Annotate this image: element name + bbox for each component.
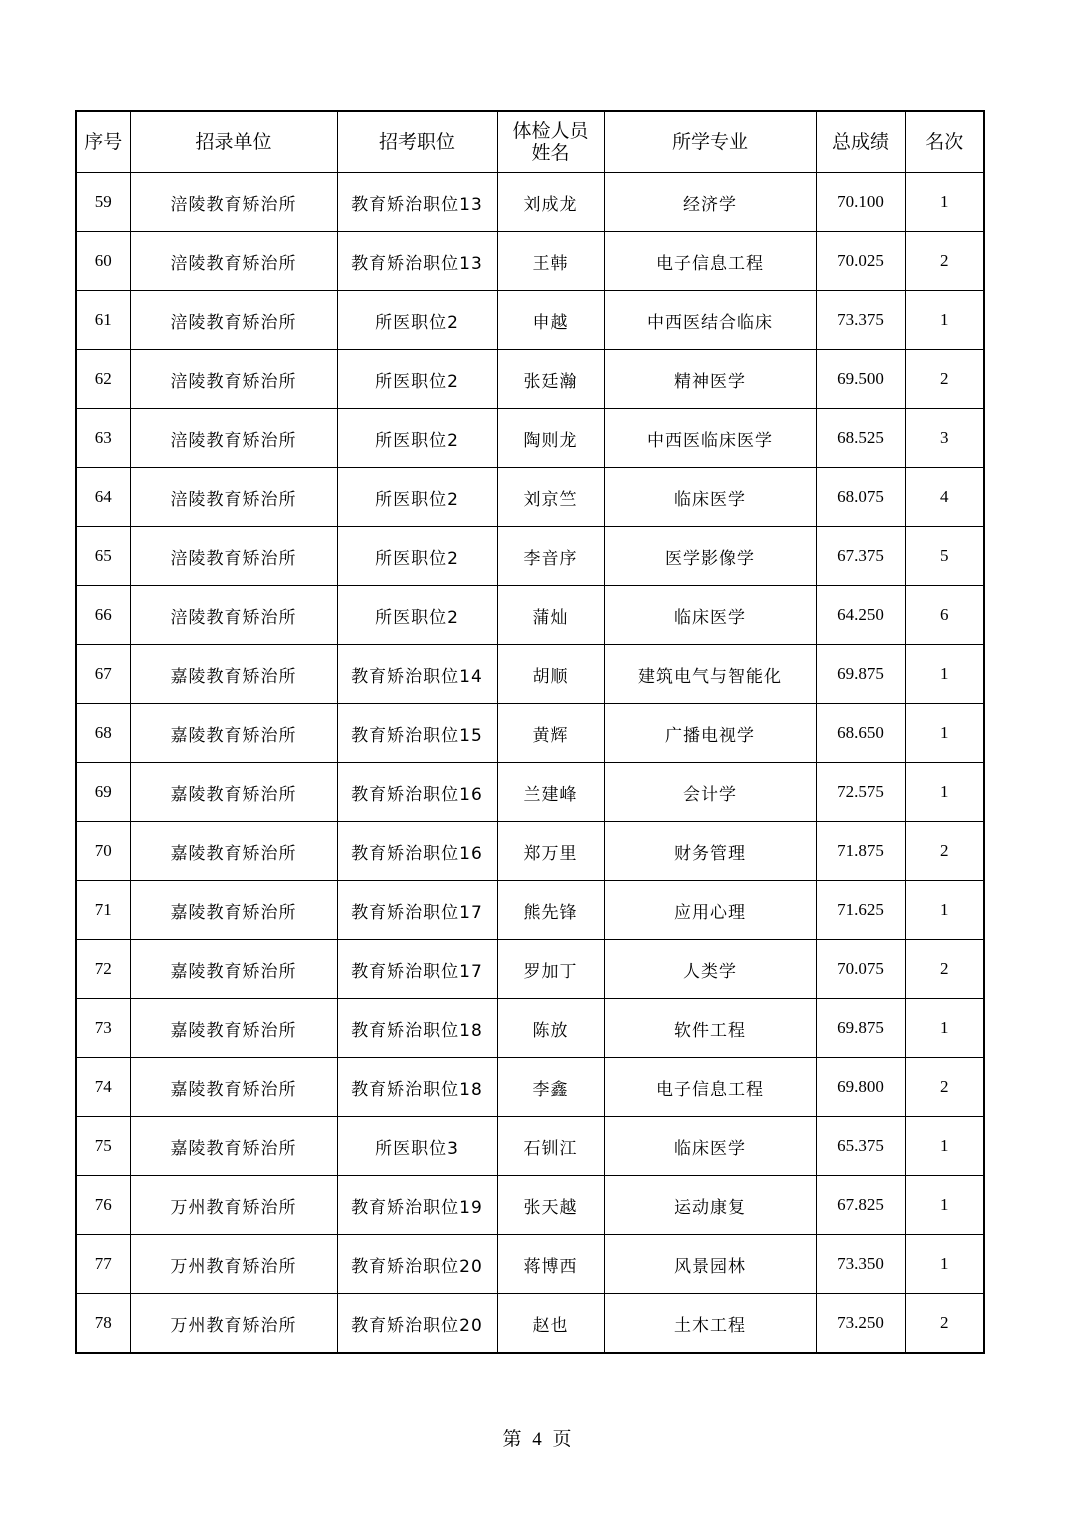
cell-unit: 嘉陵教育矫治所 xyxy=(130,704,337,763)
cell-name: 兰建峰 xyxy=(497,763,604,822)
cell-unit: 嘉陵教育矫治所 xyxy=(130,940,337,999)
cell-score: 73.375 xyxy=(816,291,905,350)
cell-major: 电子信息工程 xyxy=(604,1058,816,1117)
cell-seq: 61 xyxy=(76,291,130,350)
cell-rank: 1 xyxy=(905,645,984,704)
cell-major: 临床医学 xyxy=(604,468,816,527)
cell-seq: 70 xyxy=(76,822,130,881)
cell-unit: 万州教育矫治所 xyxy=(130,1294,337,1354)
page-number: 第 4 页 xyxy=(502,1429,572,1450)
cell-seq: 64 xyxy=(76,468,130,527)
header-name: 体检人员姓名 xyxy=(497,111,604,173)
cell-score: 71.625 xyxy=(816,881,905,940)
cell-position: 教育矫治职位20 xyxy=(337,1235,497,1294)
table-row xyxy=(76,527,984,586)
cell-major: 会计学 xyxy=(604,763,816,822)
cell-rank: 1 xyxy=(905,291,984,350)
cell-seq: 72 xyxy=(76,940,130,999)
cell-rank: 1 xyxy=(905,1176,984,1235)
cell-major: 运动康复 xyxy=(604,1176,816,1235)
cell-position: 教育矫治职位19 xyxy=(337,1176,497,1235)
table-row xyxy=(76,645,984,704)
cell-major: 临床医学 xyxy=(604,586,816,645)
cell-score: 69.875 xyxy=(816,645,905,704)
table-row xyxy=(76,350,984,409)
cell-name: 黄辉 xyxy=(497,704,604,763)
cell-score: 64.250 xyxy=(816,586,905,645)
cell-name: 李鑫 xyxy=(497,1058,604,1117)
table-row xyxy=(76,704,984,763)
table-row xyxy=(76,291,984,350)
cell-unit: 涪陵教育矫治所 xyxy=(130,232,337,291)
table-row xyxy=(76,1235,984,1294)
cell-rank: 2 xyxy=(905,232,984,291)
cell-rank: 2 xyxy=(905,1058,984,1117)
cell-major: 风景园林 xyxy=(604,1235,816,1294)
cell-unit: 涪陵教育矫治所 xyxy=(130,468,337,527)
cell-unit: 嘉陵教育矫治所 xyxy=(130,645,337,704)
cell-unit: 万州教育矫治所 xyxy=(130,1235,337,1294)
cell-rank: 1 xyxy=(905,1235,984,1294)
cell-score: 70.075 xyxy=(816,940,905,999)
table-header-row xyxy=(76,111,984,173)
cell-rank: 5 xyxy=(905,527,984,586)
cell-score: 69.875 xyxy=(816,999,905,1058)
cell-score: 68.650 xyxy=(816,704,905,763)
cell-rank: 1 xyxy=(905,1117,984,1176)
cell-seq: 60 xyxy=(76,232,130,291)
table-row xyxy=(76,999,984,1058)
cell-position: 所医职位2 xyxy=(337,291,497,350)
header-score: 总成绩 xyxy=(816,111,905,173)
cell-position: 教育矫治职位17 xyxy=(337,881,497,940)
cell-major: 人类学 xyxy=(604,940,816,999)
cell-position: 教育矫治职位13 xyxy=(337,173,497,232)
cell-score: 69.800 xyxy=(816,1058,905,1117)
cell-position: 所医职位3 xyxy=(337,1117,497,1176)
cell-unit: 嘉陵教育矫治所 xyxy=(130,881,337,940)
cell-seq: 78 xyxy=(76,1294,130,1354)
cell-position: 所医职位2 xyxy=(337,586,497,645)
cell-rank: 6 xyxy=(905,586,984,645)
cell-position: 教育矫治职位18 xyxy=(337,999,497,1058)
cell-score: 73.350 xyxy=(816,1235,905,1294)
cell-major: 电子信息工程 xyxy=(604,232,816,291)
cell-major: 经济学 xyxy=(604,173,816,232)
cell-rank: 4 xyxy=(905,468,984,527)
table-row xyxy=(76,409,984,468)
table-row xyxy=(76,586,984,645)
cell-unit: 嘉陵教育矫治所 xyxy=(130,822,337,881)
header-position: 招考职位 xyxy=(337,111,497,173)
cell-rank: 3 xyxy=(905,409,984,468)
cell-score: 68.075 xyxy=(816,468,905,527)
cell-seq: 75 xyxy=(76,1117,130,1176)
cell-score: 72.575 xyxy=(816,763,905,822)
cell-name: 李音序 xyxy=(497,527,604,586)
cell-seq: 71 xyxy=(76,881,130,940)
cell-unit: 涪陵教育矫治所 xyxy=(130,291,337,350)
cell-position: 教育矫治职位18 xyxy=(337,1058,497,1117)
cell-major: 应用心理 xyxy=(604,881,816,940)
header-seq: 序号 xyxy=(76,111,130,173)
cell-major: 中西医临床医学 xyxy=(604,409,816,468)
table-row xyxy=(76,173,984,232)
cell-name: 张天越 xyxy=(497,1176,604,1235)
table-row xyxy=(76,822,984,881)
header-major: 所学专业 xyxy=(604,111,816,173)
cell-score: 73.250 xyxy=(816,1294,905,1354)
cell-name: 熊先锋 xyxy=(497,881,604,940)
cell-unit: 涪陵教育矫治所 xyxy=(130,350,337,409)
cell-seq: 66 xyxy=(76,586,130,645)
cell-score: 71.875 xyxy=(816,822,905,881)
table-row xyxy=(76,232,984,291)
cell-position: 教育矫治职位14 xyxy=(337,645,497,704)
cell-rank: 2 xyxy=(905,822,984,881)
cell-unit: 万州教育矫治所 xyxy=(130,1176,337,1235)
cell-rank: 1 xyxy=(905,704,984,763)
cell-score: 69.500 xyxy=(816,350,905,409)
cell-position: 所医职位2 xyxy=(337,527,497,586)
cell-name: 王韩 xyxy=(497,232,604,291)
cell-position: 教育矫治职位20 xyxy=(337,1294,497,1354)
cell-seq: 77 xyxy=(76,1235,130,1294)
cell-score: 68.525 xyxy=(816,409,905,468)
cell-unit: 涪陵教育矫治所 xyxy=(130,586,337,645)
table-row xyxy=(76,1176,984,1235)
table-body xyxy=(76,173,984,1354)
cell-name: 郑万里 xyxy=(497,822,604,881)
cell-rank: 1 xyxy=(905,881,984,940)
cell-score: 70.025 xyxy=(816,232,905,291)
cell-seq: 59 xyxy=(76,173,130,232)
cell-unit: 涪陵教育矫治所 xyxy=(130,527,337,586)
table-row xyxy=(76,468,984,527)
cell-unit: 嘉陵教育矫治所 xyxy=(130,1058,337,1117)
cell-name: 蒲灿 xyxy=(497,586,604,645)
header-rank: 名次 xyxy=(905,111,984,173)
cell-name: 罗加丁 xyxy=(497,940,604,999)
cell-seq: 65 xyxy=(76,527,130,586)
cell-name: 刘京竺 xyxy=(497,468,604,527)
cell-unit: 嘉陵教育矫治所 xyxy=(130,999,337,1058)
cell-rank: 2 xyxy=(905,940,984,999)
cell-seq: 62 xyxy=(76,350,130,409)
cell-major: 中西医结合临床 xyxy=(604,291,816,350)
cell-rank: 1 xyxy=(905,999,984,1058)
cell-rank: 1 xyxy=(905,173,984,232)
cell-rank: 2 xyxy=(905,350,984,409)
cell-name: 申越 xyxy=(497,291,604,350)
cell-seq: 73 xyxy=(76,999,130,1058)
cell-major: 软件工程 xyxy=(604,999,816,1058)
cell-position: 教育矫治职位13 xyxy=(337,232,497,291)
table-row xyxy=(76,1294,984,1354)
cell-name: 刘成龙 xyxy=(497,173,604,232)
cell-position: 所医职位2 xyxy=(337,409,497,468)
table-row xyxy=(76,763,984,822)
table-row xyxy=(76,1117,984,1176)
cell-major: 广播电视学 xyxy=(604,704,816,763)
cell-name: 张廷瀚 xyxy=(497,350,604,409)
cell-name: 蒋博西 xyxy=(497,1235,604,1294)
table-row xyxy=(76,881,984,940)
cell-seq: 69 xyxy=(76,763,130,822)
cell-name: 石钏江 xyxy=(497,1117,604,1176)
cell-seq: 63 xyxy=(76,409,130,468)
cell-seq: 74 xyxy=(76,1058,130,1117)
table-row xyxy=(76,940,984,999)
cell-name: 赵也 xyxy=(497,1294,604,1354)
cell-position: 所医职位2 xyxy=(337,468,497,527)
cell-major: 精神医学 xyxy=(604,350,816,409)
cell-rank: 2 xyxy=(905,1294,984,1354)
candidate-table xyxy=(75,110,985,1354)
cell-position: 教育矫治职位17 xyxy=(337,940,497,999)
cell-score: 67.825 xyxy=(816,1176,905,1235)
cell-seq: 68 xyxy=(76,704,130,763)
cell-score: 67.375 xyxy=(816,527,905,586)
cell-major: 土木工程 xyxy=(604,1294,816,1354)
cell-major: 临床医学 xyxy=(604,1117,816,1176)
cell-unit: 涪陵教育矫治所 xyxy=(130,409,337,468)
header-unit: 招录单位 xyxy=(130,111,337,173)
cell-seq: 67 xyxy=(76,645,130,704)
cell-seq: 76 xyxy=(76,1176,130,1235)
cell-position: 所医职位2 xyxy=(337,350,497,409)
cell-unit: 嘉陵教育矫治所 xyxy=(130,1117,337,1176)
table-row xyxy=(76,1058,984,1117)
cell-major: 医学影像学 xyxy=(604,527,816,586)
cell-rank: 1 xyxy=(905,763,984,822)
cell-unit: 涪陵教育矫治所 xyxy=(130,173,337,232)
cell-position: 教育矫治职位15 xyxy=(337,704,497,763)
cell-major: 建筑电气与智能化 xyxy=(604,645,816,704)
cell-name: 胡顺 xyxy=(497,645,604,704)
cell-position: 教育矫治职位16 xyxy=(337,763,497,822)
cell-major: 财务管理 xyxy=(604,822,816,881)
cell-score: 70.100 xyxy=(816,173,905,232)
cell-position: 教育矫治职位16 xyxy=(337,822,497,881)
cell-name: 陶则龙 xyxy=(497,409,604,468)
cell-unit: 嘉陵教育矫治所 xyxy=(130,763,337,822)
cell-score: 65.375 xyxy=(816,1117,905,1176)
cell-name: 陈放 xyxy=(497,999,604,1058)
